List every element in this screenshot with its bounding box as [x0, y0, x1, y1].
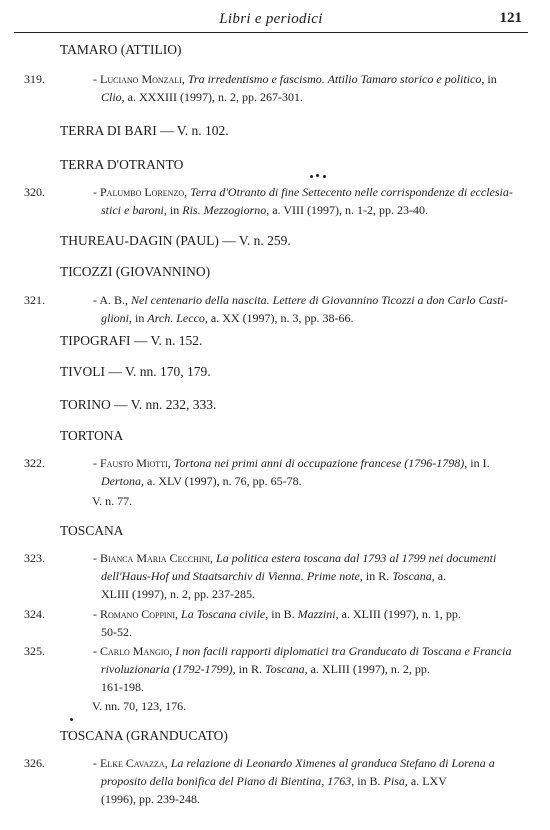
entry-number: 322. — [24, 456, 45, 470]
bibliography-entry: 321. - A. B., Nel centenario della nascita. Lettere di Giovannino Ticozzi a don Carlo Casti- glioni, in Arch. Lecco, a. XX (1997), n. 3, pp. 38-66. — [24, 293, 508, 325]
entry-number: 326. — [24, 756, 45, 770]
entry-text: , — [164, 756, 171, 770]
bibliography-entry: 319. - Luciano Monzali, Tra irredentismo e fascismo. Attilio Tamaro storico e politico, in Clio, a. XXXIII (1997), n. 2, pp. 267-301. — [24, 72, 497, 104]
entry-text: 161-198. — [101, 680, 144, 694]
entry-number: 325. — [24, 644, 45, 658]
entry-title: Nel centenario della nascita. Lettere di Giovannino Ticozzi a don Carlo Casti- — [131, 293, 508, 307]
entry-journal: Toscana — [392, 569, 432, 583]
section-heading: TIPOGRAFI — V. n. 152. — [60, 333, 203, 348]
bibliography-entry: 324. - Romano Coppini, La Toscana civile, in B. Mazzini, a. XLIII (1997), n. 1, pp. 50-52. — [24, 607, 461, 639]
entry-text: (1996), pp. 239-248. — [101, 792, 200, 806]
print-speck — [323, 175, 326, 178]
print-speck — [310, 175, 313, 178]
print-speck — [70, 718, 73, 721]
entry-title: Terra d'Otranto di fine Settecento nelle corrispondenze di ecclesia- — [190, 185, 513, 199]
entry-text: , in B. — [265, 607, 298, 621]
bibliography-entry: 322. - Fausto Miotti, Tortona nei primi anni di occupazione francese (1796-1798), in I. Dertona, a. XLV (1997), n. 76, pp. 65-78. — [24, 456, 490, 488]
entry-title: I non facili rapporti diplomatici tra Granducato di Toscana e Francia — [175, 644, 512, 658]
bibliography-entry: 326. - Elke Cavazza, La relazione di Leonardo Ximenes al granduca Stefano di Lorena a proposito della bonifica del Piano di Bientina, 1763, in B. Pisa, a. LXV (1996), pp. 239-248. — [24, 756, 495, 806]
section-heading: TIVOLI — V. nn. 170, 179. — [60, 364, 211, 379]
entry-title: La politica estera toscana dal 1793 al 1799 nei documenti — [216, 551, 497, 565]
cross-reference: V. nn. 70, 123, 176. — [92, 699, 187, 713]
page-number: 121 — [499, 10, 522, 26]
bibliography-entry: 320. - Palumbo Lorenzo, Terra d'Otranto di fine Settecento nelle corrispondenze di ecclesia- stici e baroni, in Ris. Mezzogiorno, a. VIII (1997), n. 1-2, pp. 23-40. — [24, 185, 513, 217]
entry-author: Romano Coppini — [100, 607, 176, 621]
entry-journal: Arch. Lecco — [147, 311, 205, 325]
entry-text: , a. LXV — [404, 774, 447, 788]
entry-title: Tortona nei primi anni di occupazione francese (1796-1798) — [173, 456, 465, 470]
entry-journal: Mazzini — [297, 607, 336, 621]
entry-number: 320. — [24, 185, 45, 199]
section-heading: THUREAU-DAGIN (PAUL) — V. n. 259. — [60, 233, 291, 248]
entry-text: , in — [129, 311, 148, 325]
entry-text: , in R. — [359, 569, 393, 583]
entry-text: , in — [481, 72, 497, 86]
section-heading: TICOZZI (GIOVANNINO) — [60, 264, 211, 279]
section-heading: TERRA DI BARI — V. n. 102. — [60, 123, 229, 138]
entry-number: 319. — [24, 72, 45, 86]
entry-journal: Pisa — [383, 774, 405, 788]
entry-number: 324. — [24, 607, 45, 621]
entry-text: , in B. — [351, 774, 384, 788]
entry-author: Elke Cavazza — [100, 756, 165, 770]
entry-text: , a. XLV (1997), n. 76, pp. 65-78. — [141, 474, 302, 488]
entry-journal: Ris. Mezzogiorno — [182, 203, 267, 217]
section-heading: TAMARO (ATTILIO) — [60, 42, 182, 57]
section-heading: TOSCANA — [60, 523, 124, 538]
entry-text: , a. VIII (1997), n. 1-2, pp. 23-40. — [266, 203, 428, 217]
entry-title: Tra irredentismo e fascismo. Attilio Tamaro storico e politico — [187, 72, 482, 86]
entry-title: rivoluzionaria (1792-1799) — [101, 662, 233, 676]
entry-author: A. B. — [99, 293, 126, 307]
entry-text: XLIII (1997), n. 2, pp. 237-285. — [101, 587, 255, 601]
bibliography-entry: 323. - Bianca Maria Cecchini, La politica estera toscana dal 1793 al 1799 nei documenti dell'Haus-Hof und Staatsarchiv di Vienna. Prime note, in R. Toscana, a. XLIII (1997), n. 2, pp. 237-285. — [24, 551, 497, 601]
entry-journal: Clio — [101, 90, 122, 104]
entry-text: , a. XLIII (1997), n. 1, pp. — [335, 607, 461, 621]
print-speck — [316, 174, 319, 177]
entry-author: Luciano Monzali — [100, 72, 182, 86]
entry-author: Palumbo Lorenzo — [100, 185, 185, 199]
entry-text: , a. — [431, 569, 447, 583]
cross-reference: V. n. 77. — [92, 494, 133, 508]
entry-number: 321. — [24, 293, 45, 307]
entry-author: Bianca Maria Cecchini — [100, 551, 211, 565]
entry-text: , a. XLIII (1997), n. 2, pp. — [304, 662, 430, 676]
section-heading: TORTONA — [60, 428, 124, 443]
entry-title: La relazione di Leonardo Ximenes al granduca Stefano di Lorena a — [170, 756, 495, 770]
entry-title: stici e baroni — [101, 203, 164, 217]
entry-text: 50-52. — [101, 625, 132, 639]
entry-text: , — [181, 72, 188, 86]
section-heading: TOSCANA (GRANDUCATO) — [60, 728, 228, 743]
entry-text: , in I. — [464, 456, 490, 470]
running-head — [14, 8, 528, 33]
entry-author: Carlo Mangio — [100, 644, 170, 658]
entry-journal: Dertona — [101, 474, 141, 488]
entry-title: La Toscana civile — [181, 607, 266, 621]
entry-text: , — [184, 185, 191, 199]
entry-journal: Toscana — [265, 662, 305, 676]
entry-text: , — [167, 456, 174, 470]
entry-title: proposito della bonifica del Piano di Bientina, 1763 — [101, 774, 352, 788]
section-heading: TORINO — V. nn. 232, 333. — [60, 397, 217, 412]
bibliography-entry: 325. - Carlo Mangio, I non facili rapporti diplomatici tra Granducato di Toscana e Francia rivoluzionaria (1792-1799), in R. Toscana, a. XLIII (1997), n. 2, pp. 161-198. — [24, 644, 512, 694]
entry-title: glioni — [101, 311, 130, 325]
entry-text: , a. XX (1997), n. 3, pp. 38-66. — [204, 311, 354, 325]
entry-text: , in R. — [232, 662, 266, 676]
entry-text: , — [169, 644, 176, 658]
running-title: Libri e periodici — [219, 11, 323, 27]
entry-text: , in — [163, 203, 183, 217]
entry-number: 323. — [24, 551, 45, 565]
entry-text: , — [210, 551, 217, 565]
entry-text: , — [125, 293, 132, 307]
entry-author: Fausto Miotti — [100, 456, 168, 470]
entry-text: , — [175, 607, 182, 621]
section-heading: TERRA D'OTRANTO — [60, 157, 184, 172]
entry-text: , a. XXXIII (1997), n. 2, pp. 267-301. — [121, 90, 303, 104]
entry-title: dell'Haus-Hof und Staatsarchiv di Vienna. Prime note — [101, 569, 360, 583]
